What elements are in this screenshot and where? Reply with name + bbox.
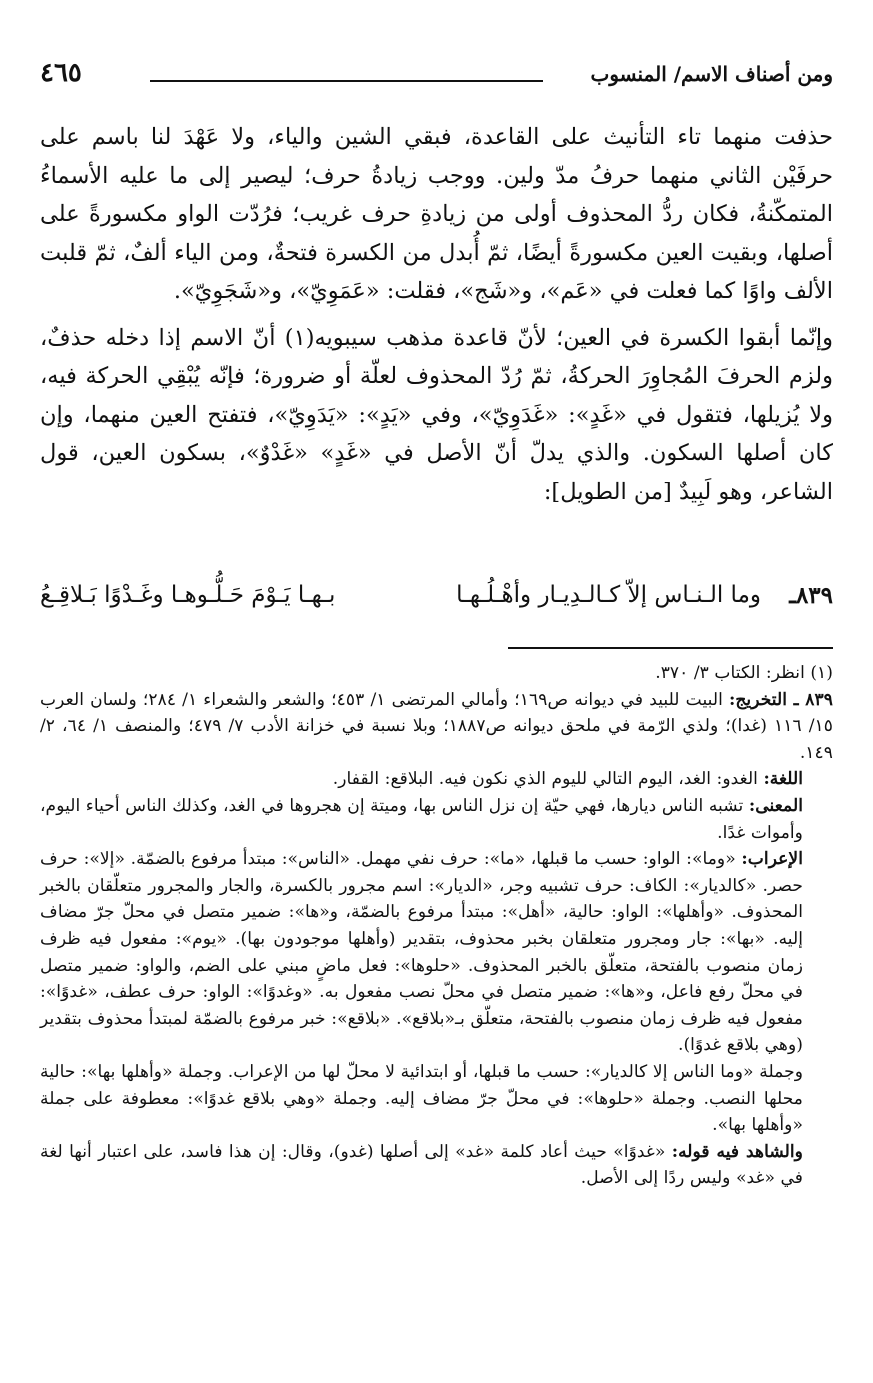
footnotes [40, 660, 833, 1192]
running-title: ومن أصناف الاسم/ المنسوب [590, 62, 833, 86]
lugha-text: الغدو: الغد، اليوم التالي لليوم الذي نكون فيه. البلاقع: القفار. [332, 769, 758, 790]
footnote-rule [508, 647, 833, 649]
shahid-text: «غدوًا» حيث أعاد كلمة «غد» إلى أصلها (غدو)، وقال: إن هذا فاسد، على اعتبار أنها لغة في «غد» وليس ردًا إلى الأصل. [40, 1141, 803, 1189]
takhrij-text: البيت للبيد في ديوانه ص١٦٩؛ وأمالي المرتضى ١/ ٤٥٣؛ والشعر والشعراء ١/ ٢٨٤؛ ولسان العرب ١٥/ ١١٦ (غدا)؛ ولذي الرّمة في ملحق ديوانه ص١٨٨٧؛ وبلا نسبة في خزانة الأدب ٧/ ٤٧٩؛ والمنصف ١/ ٦٤، ٢/ ١٤٩. [40, 689, 834, 763]
poetry-verse [40, 582, 833, 622]
footnote-irab [40, 846, 833, 1059]
lugha-label: اللغة: [763, 769, 803, 790]
verse-second-hemistich: بـهـا يَـوْمَ حَـلُّـوهـا وغَـدْوًا بَـلاقِـعُ [40, 582, 336, 608]
verse-first-hemistich: وما الـنـاس إلاّ كـالـدِيـار وأهْـلُـهـا [456, 582, 761, 608]
footnote-jumal [40, 1059, 833, 1139]
footnote-1-text: انظر: الكتاب ٣/ ٣٧٠. [655, 663, 805, 683]
shahid-label: والشاهد فيه قوله: [671, 1141, 803, 1162]
verse-number: ٨٣٩ـ [789, 582, 833, 609]
header-rule [150, 80, 543, 82]
paragraph-2: وإنّما أبقوا الكسرة في العين؛ لأنّ قاعدة مذهب سيبويه(١) أنّ الاسم إذا دخله حذفٌ، ولزم الحرفَ المُجاوِرَ الحركةُ، ثمّ رُدّ المحذوف لعلّة أو ضرورة؛ فإنّه يُبْقِي الحركة فيه، ولا يُزيلها، فتقول في «غَدٍ»: «غَدَوِيّ»، وفي «يَدٍ»: «يَدَوِيّ»، فتفتح العين منهما، وإن كان أصلها السكون. والذي يدلّ أنّ الأصل في «غَدٍ» «غَدْوٌ»، بسكون العين، قول الشاعر، وهو لَبِيدٌ [من الطويل]: [40, 324, 833, 505]
footnote-1-marker: (١) [810, 663, 833, 683]
footnote-shahid [40, 1139, 833, 1192]
running-header [40, 58, 833, 94]
irab-label: الإعراب: [741, 849, 804, 870]
page-number: ٤٦٥ [40, 58, 82, 88]
footnote-mana [40, 793, 833, 846]
takhrij-label: ٨٣٩ ـ التخريج: [728, 689, 833, 710]
paragraph-1: حذفت منهما تاء التأنيث على القاعدة، فبقي الشين والياء، ولا عَهْدَ لنا باسم على حرفَيْن الثاني منهما حرفُ مدّ ولين. ووجب زيادةُ حرف؛ ليصير إلى ما عليه الأسماءُ المتمكّنةُ، فكان ردُّ المحذوف أولى من زيادةِ حرف غريب؛ فرُدّت الواو مكسورةً على أصلها، وبقيت العين مكسورةً أيضًا، ثمّ أُبدل من الكسرة فتحةٌ، ومن الياء ألفٌ، ثمّ قلبت الألف واوًا كما فعلت في «عَم»، و«شَج»، فقلت: «عَمَوِيّ»، و«شَجَوِيّ». [40, 124, 833, 304]
main-text [40, 118, 833, 519]
mana-label: المعنى: [748, 795, 803, 816]
mana-text: تشبه الناس ديارها، فهي حيّة إن نزل الناس بها، وميتة إن هجروها في الغد، وكذلك الناس أحياء اليوم، وأموات غدًا. [40, 795, 803, 843]
footnote-takhrij [40, 687, 833, 767]
jumal-text: وجملة «وما الناس إلا كالديار»: حسب ما قبلها، أو ابتدائية لا محلّ لها من الإعراب. وجملة «وأهلها بها»: حالية محلها النصب. وجملة «حلوها»: في محلّ جرّ مضاف إليه. وجملة «وهي بلاقع غدوًا»: معطوفة على جملة «وأهلها بها». [40, 1061, 803, 1136]
footnote-lugha [40, 766, 833, 793]
irab-text: «وما»: الواو: حسب ما قبلها، «ما»: حرف نفي مهمل. «الناس»: مبتدأ مرفوع بالضمّة. «إلا»: حرف حصر. «كالديار»: الكاف: حرف تشبيه وجر، «الديار»: اسم مجرور بالكسرة، والجار والمجرور متعلّقان بالخبر المحذوف. «وأهلها»: الواو: حالية، «أهل»: مبتدأ مرفوع بالضمّة، و«ها»: ضمير متصل في محلّ جرّ مضاف إليه. «بها»: جار ومجرور متعلقان بخبر محذوف، بتقدير (وأهلها موجودون بها). «يوم»: مفعول فيه ظرف زمان منصوب بالفتحة، متعلّق بالخبر المحذوف. «حلوها»: فعل ماضٍ مبني على الضم، والواو: ضمير متصل في محلّ رفع فاعل، و«ها»: ضمير متصل في محلّ نصب مفعول به. «وغدوًا»: الواو: حرف عطف، «غدوًا»: مفعول فيه ظرف زمان منصوب بالفتحة، متعلّق بـ«بلاقع». «بلاقع»: خبر مرفوع بالضمّة لمبتدأ محذوف بتقدير (وهي بلاقع غدوًا). [40, 849, 803, 1056]
footnote-1 [40, 660, 833, 687]
